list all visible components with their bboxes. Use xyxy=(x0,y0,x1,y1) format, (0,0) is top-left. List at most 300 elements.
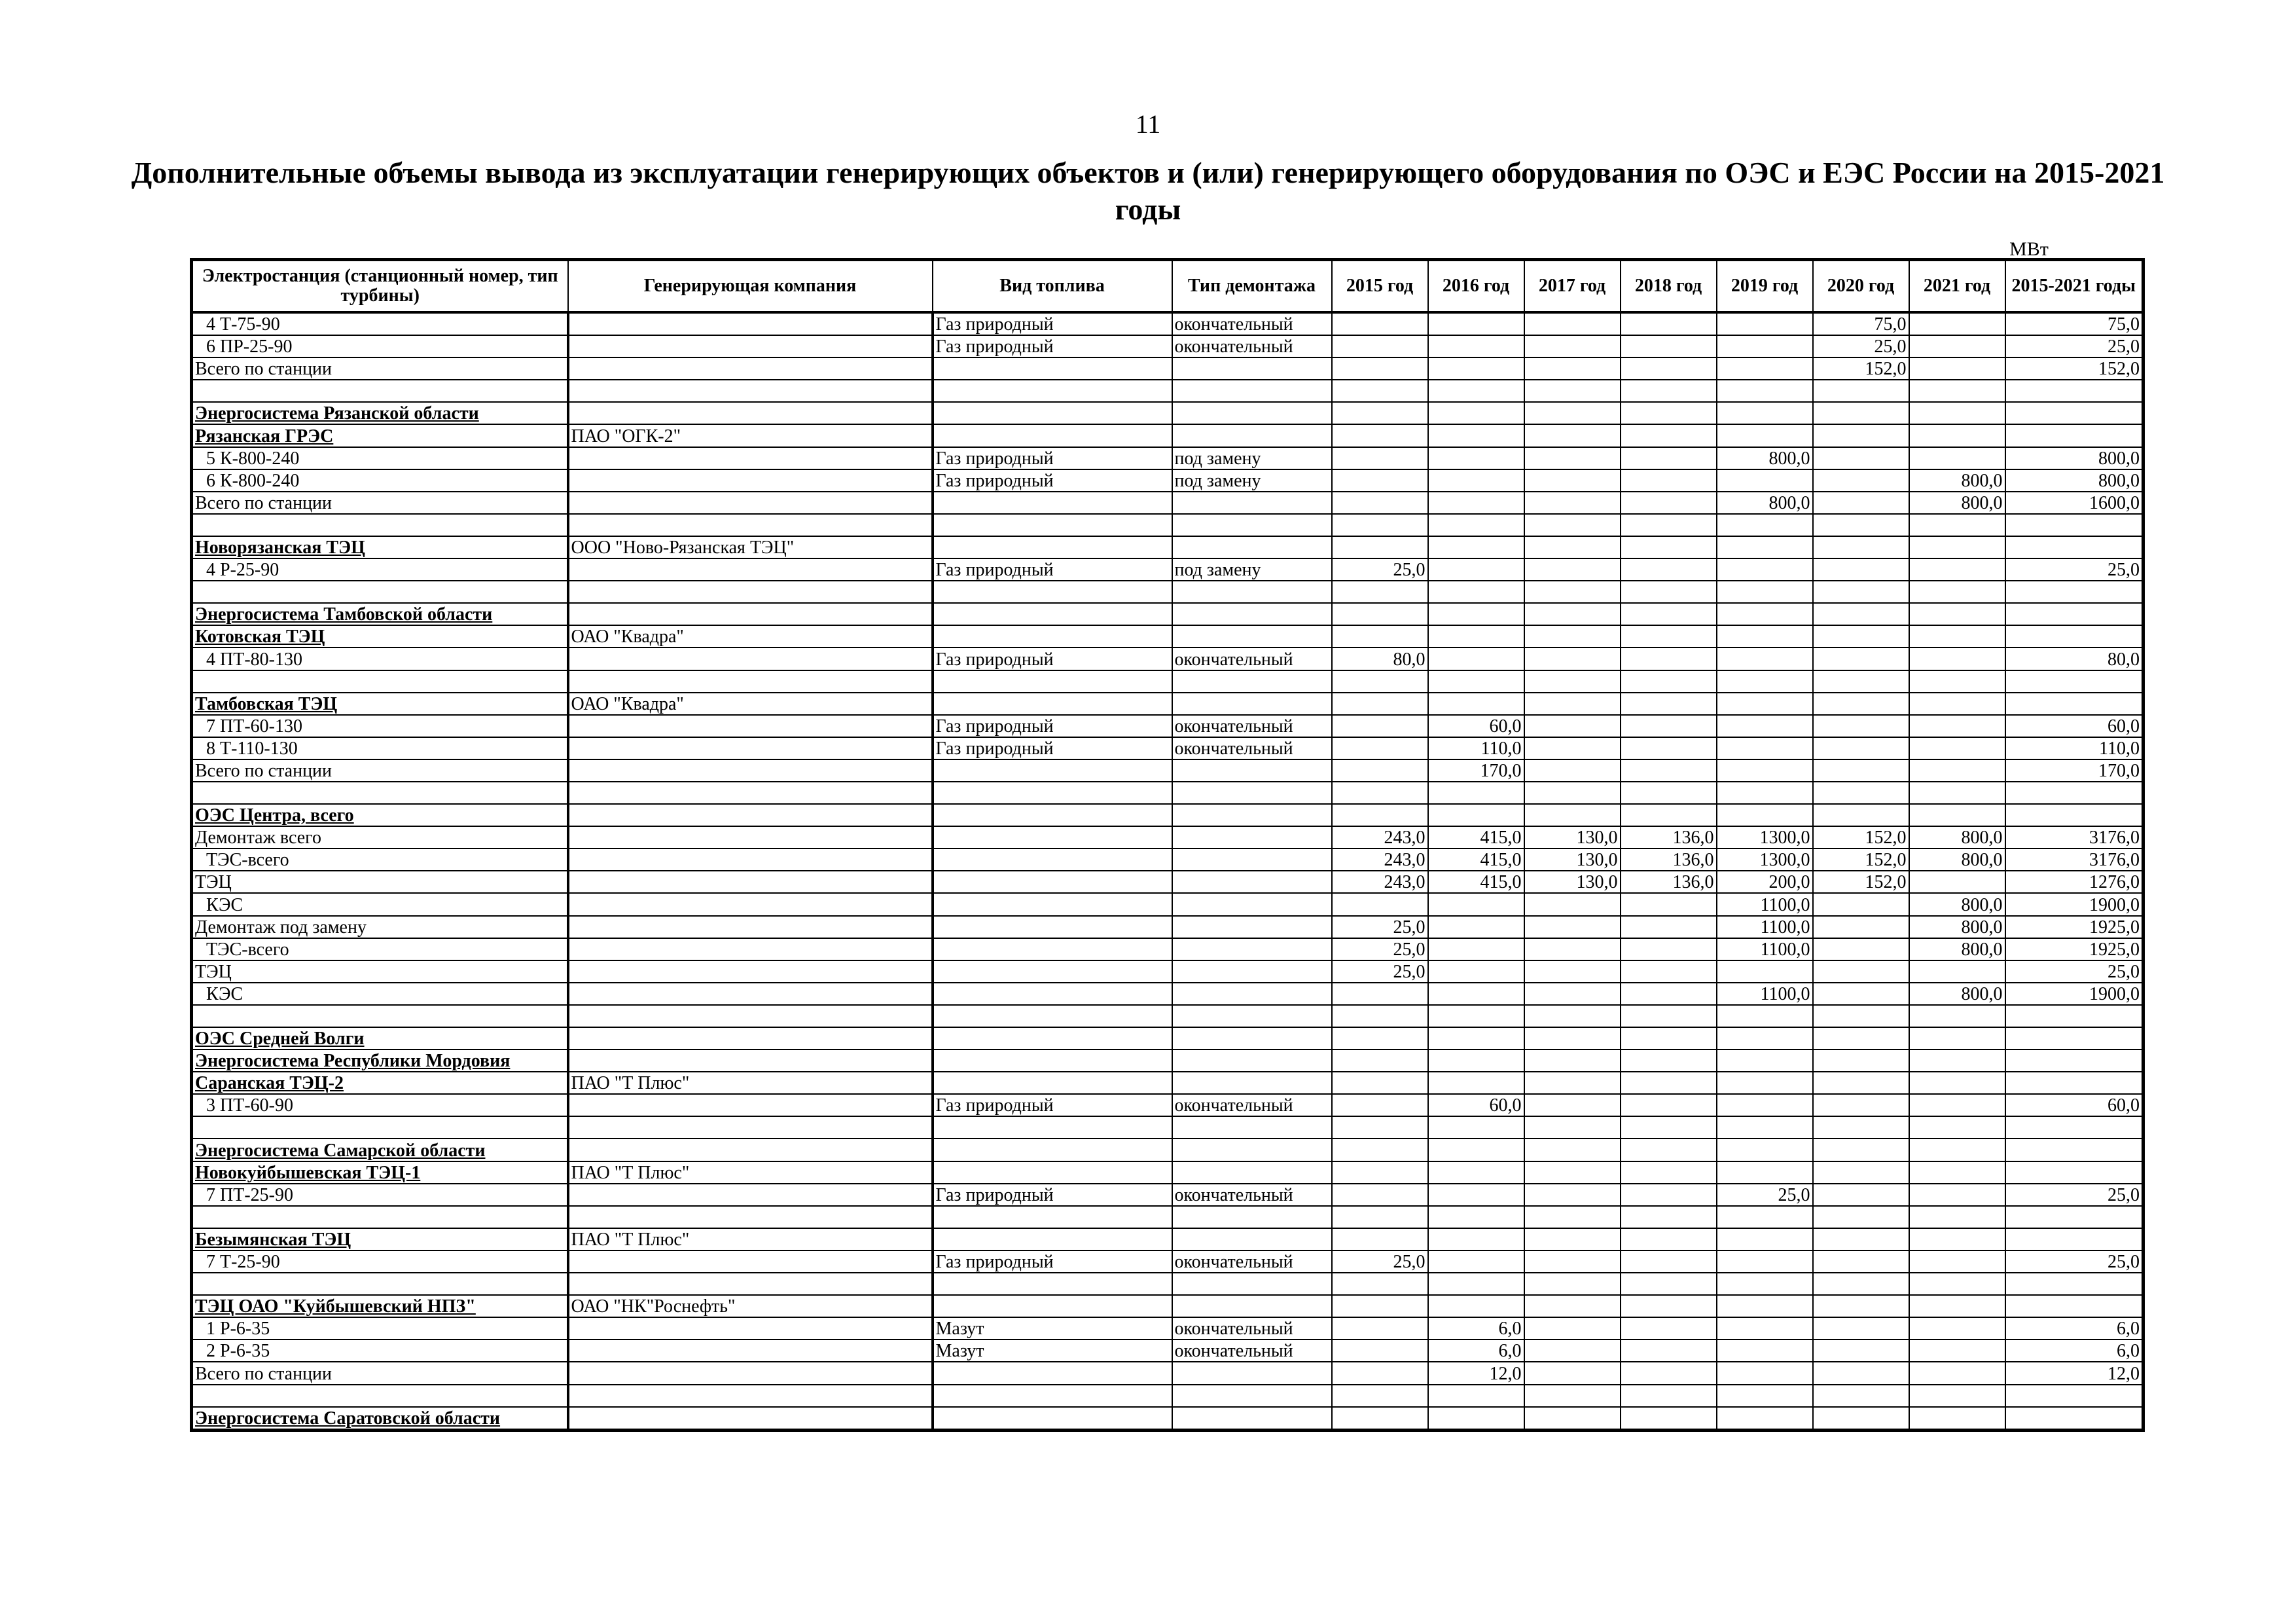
value-cell-2020 xyxy=(1813,983,1909,1005)
value-cell-2017: 130,0 xyxy=(1524,871,1621,893)
fuel-cell xyxy=(933,603,1172,625)
value-cell-2018 xyxy=(1621,1340,1717,1362)
value-cell-2016 xyxy=(1428,1206,1524,1228)
dismantling-type-cell xyxy=(1172,1139,1332,1161)
table-row xyxy=(192,558,2144,581)
fuel-cell xyxy=(933,1072,1172,1094)
fuel-cell xyxy=(933,1206,1172,1228)
table-row xyxy=(192,335,2144,357)
value-cell-2019 xyxy=(1717,647,1813,670)
fuel-cell xyxy=(933,380,1172,402)
fuel-cell xyxy=(933,804,1172,826)
value-cell-total xyxy=(2005,1273,2144,1295)
station-cell: Рязанская ГРЭС xyxy=(192,424,568,447)
value-cell-total: 1600,0 xyxy=(2005,492,2144,514)
value-cell-2017 xyxy=(1524,1206,1621,1228)
station-cell: 6 ПР-25-90 xyxy=(192,335,568,357)
value-cell-total: 1925,0 xyxy=(2005,938,2144,960)
value-cell-2021 xyxy=(1909,670,2005,693)
value-cell-2015 xyxy=(1332,1094,1428,1116)
value-cell-2018 xyxy=(1621,715,1717,737)
fuel-cell xyxy=(933,1139,1172,1161)
value-cell-2017 xyxy=(1524,1161,1621,1184)
value-cell-2018 xyxy=(1621,514,1717,536)
fuel-cell xyxy=(933,759,1172,782)
value-cell-total: 1925,0 xyxy=(2005,916,2144,938)
value-cell-total xyxy=(2005,1027,2144,1049)
station-cell xyxy=(192,1206,568,1228)
table-row xyxy=(192,1340,2144,1362)
value-cell-2016 xyxy=(1428,1250,1524,1273)
value-cell-2020 xyxy=(1813,1407,1909,1431)
dismantling-type-cell xyxy=(1172,1072,1332,1094)
value-cell-2015 xyxy=(1332,1340,1428,1362)
value-cell-total xyxy=(2005,1295,2144,1317)
value-cell-2019 xyxy=(1717,782,1813,804)
value-cell-2020 xyxy=(1813,960,1909,983)
value-cell-2017 xyxy=(1524,1250,1621,1273)
company-cell xyxy=(568,312,933,335)
value-cell-2021: 800,0 xyxy=(1909,492,2005,514)
value-cell-2015 xyxy=(1332,603,1428,625)
dismantling-type-cell: окончательный xyxy=(1172,737,1332,759)
value-cell-total: 800,0 xyxy=(2005,469,2144,492)
station-cell xyxy=(192,1385,568,1407)
value-cell-2016 xyxy=(1428,1139,1524,1161)
value-cell-total xyxy=(2005,380,2144,402)
dismantling-type-cell xyxy=(1172,893,1332,915)
value-cell-2018 xyxy=(1621,1005,1717,1027)
value-cell-2017: 130,0 xyxy=(1524,826,1621,848)
table-row xyxy=(192,670,2144,693)
value-cell-2020 xyxy=(1813,1161,1909,1184)
value-cell-2020 xyxy=(1813,916,1909,938)
fuel-cell xyxy=(933,960,1172,983)
value-cell-2018 xyxy=(1621,1407,1717,1431)
dismantling-type-cell: окончательный xyxy=(1172,312,1332,335)
fuel-cell xyxy=(933,536,1172,558)
table-row xyxy=(192,536,2144,558)
dismantling-type-cell: окончательный xyxy=(1172,1094,1332,1116)
company-cell xyxy=(568,1273,933,1295)
value-cell-2016 xyxy=(1428,1161,1524,1184)
value-cell-2019: 1100,0 xyxy=(1717,893,1813,915)
value-cell-2017 xyxy=(1524,893,1621,915)
fuel-cell xyxy=(933,893,1172,915)
value-cell-total xyxy=(2005,670,2144,693)
value-cell-2016 xyxy=(1428,938,1524,960)
value-cell-2017 xyxy=(1524,469,1621,492)
dismantling-type-cell xyxy=(1172,804,1332,826)
col-header-2017: 2017 год xyxy=(1524,260,1621,313)
dismantling-type-cell xyxy=(1172,1005,1332,1027)
company-cell xyxy=(568,1116,933,1139)
value-cell-2019 xyxy=(1717,312,1813,335)
value-cell-2018 xyxy=(1621,1094,1717,1116)
station-cell xyxy=(192,670,568,693)
station-cell: 4 Р-25-90 xyxy=(192,558,568,581)
table-row xyxy=(192,693,2144,715)
value-cell-2019 xyxy=(1717,1340,1813,1362)
value-cell-total xyxy=(2005,1206,2144,1228)
value-cell-2018 xyxy=(1621,1317,1717,1340)
value-cell-2015 xyxy=(1332,782,1428,804)
value-cell-2019 xyxy=(1717,1116,1813,1139)
table-row xyxy=(192,1116,2144,1139)
value-cell-2021 xyxy=(1909,1005,2005,1027)
value-cell-2019 xyxy=(1717,335,1813,357)
value-cell-total: 25,0 xyxy=(2005,558,2144,581)
company-cell xyxy=(568,759,933,782)
value-cell-2020 xyxy=(1813,1362,1909,1384)
value-cell-2019 xyxy=(1717,469,1813,492)
value-cell-2018 xyxy=(1621,1362,1717,1384)
fuel-cell: Мазут xyxy=(933,1340,1172,1362)
value-cell-total: 152,0 xyxy=(2005,357,2144,380)
value-cell-2015: 25,0 xyxy=(1332,960,1428,983)
value-cell-2015 xyxy=(1332,1072,1428,1094)
value-cell-2015 xyxy=(1332,1362,1428,1384)
value-cell-2016: 110,0 xyxy=(1428,737,1524,759)
value-cell-2015: 243,0 xyxy=(1332,871,1428,893)
value-cell-2017 xyxy=(1524,424,1621,447)
company-cell xyxy=(568,1362,933,1384)
table-row xyxy=(192,647,2144,670)
fuel-cell xyxy=(933,1161,1172,1184)
dismantling-type-cell xyxy=(1172,1027,1332,1049)
table-row xyxy=(192,1228,2144,1250)
value-cell-2020 xyxy=(1813,1049,1909,1072)
value-cell-total: 80,0 xyxy=(2005,647,2144,670)
table-row xyxy=(192,983,2144,1005)
value-cell-2021: 800,0 xyxy=(1909,983,2005,1005)
value-cell-2015 xyxy=(1332,670,1428,693)
company-cell xyxy=(568,826,933,848)
value-cell-2021 xyxy=(1909,514,2005,536)
station-cell: Демонтаж всего xyxy=(192,826,568,848)
value-cell-2016 xyxy=(1428,335,1524,357)
value-cell-2020 xyxy=(1813,581,1909,603)
value-cell-2020 xyxy=(1813,804,1909,826)
dismantling-type-cell xyxy=(1172,1116,1332,1139)
value-cell-2019 xyxy=(1717,1385,1813,1407)
table-row xyxy=(192,782,2144,804)
col-header-total: 2015-2021 годы xyxy=(2005,260,2144,313)
station-cell: Энергосистема Рязанской области xyxy=(192,402,568,424)
value-cell-2019: 25,0 xyxy=(1717,1184,1813,1206)
value-cell-2017 xyxy=(1524,1362,1621,1384)
fuel-cell: Газ природный xyxy=(933,1184,1172,1206)
value-cell-total: 25,0 xyxy=(2005,1184,2144,1206)
value-cell-2021 xyxy=(1909,1161,2005,1184)
value-cell-2019 xyxy=(1717,1161,1813,1184)
fuel-cell xyxy=(933,1407,1172,1431)
dismantling-type-cell xyxy=(1172,625,1332,647)
value-cell-2017 xyxy=(1524,335,1621,357)
value-cell-2017 xyxy=(1524,759,1621,782)
value-cell-2016 xyxy=(1428,960,1524,983)
station-cell: КЭС xyxy=(192,983,568,1005)
station-cell: 8 Т-110-130 xyxy=(192,737,568,759)
fuel-cell: Газ природный xyxy=(933,469,1172,492)
dismantling-type-cell xyxy=(1172,380,1332,402)
value-cell-2018 xyxy=(1621,693,1717,715)
value-cell-2021 xyxy=(1909,715,2005,737)
value-cell-2016 xyxy=(1428,1273,1524,1295)
value-cell-2018 xyxy=(1621,1072,1717,1094)
value-cell-2021 xyxy=(1909,871,2005,893)
value-cell-2015 xyxy=(1332,693,1428,715)
value-cell-2020 xyxy=(1813,1027,1909,1049)
value-cell-2015 xyxy=(1332,536,1428,558)
value-cell-2018 xyxy=(1621,402,1717,424)
value-cell-2015 xyxy=(1332,1139,1428,1161)
value-cell-2020 xyxy=(1813,670,1909,693)
fuel-cell: Газ природный xyxy=(933,447,1172,469)
value-cell-total xyxy=(2005,536,2144,558)
company-cell xyxy=(568,335,933,357)
table-row xyxy=(192,1049,2144,1072)
company-cell xyxy=(568,447,933,469)
station-cell: Всего по станции xyxy=(192,1362,568,1384)
value-cell-2016: 415,0 xyxy=(1428,848,1524,871)
value-cell-total xyxy=(2005,625,2144,647)
station-cell: 6 К-800-240 xyxy=(192,469,568,492)
value-cell-2016 xyxy=(1428,603,1524,625)
value-cell-2020 xyxy=(1813,1340,1909,1362)
value-cell-total: 60,0 xyxy=(2005,715,2144,737)
value-cell-2018 xyxy=(1621,960,1717,983)
station-cell: Саранская ТЭЦ-2 xyxy=(192,1072,568,1094)
value-cell-total xyxy=(2005,1005,2144,1027)
station-cell: ТЭЦ xyxy=(192,871,568,893)
dismantling-type-cell xyxy=(1172,759,1332,782)
value-cell-2021: 800,0 xyxy=(1909,938,2005,960)
value-cell-2016 xyxy=(1428,581,1524,603)
table-row xyxy=(192,402,2144,424)
company-cell: ПАО "Т Плюс" xyxy=(568,1072,933,1094)
station-cell: 4 Т-75-90 xyxy=(192,312,568,335)
value-cell-2018 xyxy=(1621,916,1717,938)
value-cell-2017 xyxy=(1524,647,1621,670)
station-cell: Энергосистема Республики Мордовия xyxy=(192,1049,568,1072)
dismantling-type-cell xyxy=(1172,1385,1332,1407)
value-cell-2016 xyxy=(1428,1385,1524,1407)
col-header-2019: 2019 год xyxy=(1717,260,1813,313)
value-cell-2019 xyxy=(1717,960,1813,983)
dismantling-type-cell: окончательный xyxy=(1172,715,1332,737)
value-cell-2020 xyxy=(1813,759,1909,782)
value-cell-2019 xyxy=(1717,804,1813,826)
station-cell: Тамбовская ТЭЦ xyxy=(192,693,568,715)
dismantling-type-cell xyxy=(1172,492,1332,514)
value-cell-2020 xyxy=(1813,1094,1909,1116)
value-cell-2015 xyxy=(1332,1049,1428,1072)
table-row xyxy=(192,826,2144,848)
value-cell-2021: 800,0 xyxy=(1909,893,2005,915)
station-cell: Безымянская ТЭЦ xyxy=(192,1228,568,1250)
value-cell-2016 xyxy=(1428,1116,1524,1139)
value-cell-2021 xyxy=(1909,1206,2005,1228)
col-header-2018: 2018 год xyxy=(1621,260,1717,313)
value-cell-2017 xyxy=(1524,804,1621,826)
value-cell-2018 xyxy=(1621,893,1717,915)
dismantling-type-cell xyxy=(1172,871,1332,893)
company-cell xyxy=(568,558,933,581)
company-cell xyxy=(568,1385,933,1407)
value-cell-2020 xyxy=(1813,1116,1909,1139)
col-header-2016: 2016 год xyxy=(1428,260,1524,313)
table-row xyxy=(192,960,2144,983)
dismantling-type-cell xyxy=(1172,1295,1332,1317)
value-cell-2015: 25,0 xyxy=(1332,1250,1428,1273)
station-cell: Энергосистема Тамбовской области xyxy=(192,603,568,625)
dismantling-type-cell: окончательный xyxy=(1172,335,1332,357)
value-cell-2021: 800,0 xyxy=(1909,916,2005,938)
value-cell-2018 xyxy=(1621,1139,1717,1161)
dismantling-type-cell xyxy=(1172,848,1332,871)
company-cell xyxy=(568,804,933,826)
value-cell-2016: 415,0 xyxy=(1428,871,1524,893)
company-cell xyxy=(568,1250,933,1273)
value-cell-2021 xyxy=(1909,782,2005,804)
company-cell: ООО "Ново-Рязанская ТЭЦ" xyxy=(568,536,933,558)
company-cell xyxy=(568,983,933,1005)
dismantling-type-cell xyxy=(1172,1228,1332,1250)
value-cell-total: 25,0 xyxy=(2005,1250,2144,1273)
value-cell-2021 xyxy=(1909,1049,2005,1072)
value-cell-total: 110,0 xyxy=(2005,737,2144,759)
company-cell xyxy=(568,1027,933,1049)
company-cell xyxy=(568,1340,933,1362)
dismantling-type-cell: окончательный xyxy=(1172,647,1332,670)
company-cell xyxy=(568,581,933,603)
table-row xyxy=(192,804,2144,826)
value-cell-2019 xyxy=(1717,558,1813,581)
value-cell-2019 xyxy=(1717,1027,1813,1049)
value-cell-2020 xyxy=(1813,469,1909,492)
value-cell-2020 xyxy=(1813,938,1909,960)
fuel-cell: Газ природный xyxy=(933,715,1172,737)
value-cell-2020 xyxy=(1813,1385,1909,1407)
value-cell-2015 xyxy=(1332,804,1428,826)
table-row xyxy=(192,1027,2144,1049)
value-cell-2017 xyxy=(1524,1340,1621,1362)
value-cell-2021 xyxy=(1909,1116,2005,1139)
value-cell-2016 xyxy=(1428,380,1524,402)
value-cell-2020 xyxy=(1813,625,1909,647)
dismantling-type-cell xyxy=(1172,402,1332,424)
company-cell: ОАО "Квадра" xyxy=(568,625,933,647)
value-cell-2021 xyxy=(1909,1317,2005,1340)
page-number: 11 xyxy=(1135,109,1161,139)
company-cell xyxy=(568,1139,933,1161)
value-cell-2018 xyxy=(1621,603,1717,625)
value-cell-total: 800,0 xyxy=(2005,447,2144,469)
value-cell-2016: 60,0 xyxy=(1428,1094,1524,1116)
value-cell-2017 xyxy=(1524,715,1621,737)
dismantling-type-cell xyxy=(1172,514,1332,536)
value-cell-2015 xyxy=(1332,715,1428,737)
value-cell-2019 xyxy=(1717,357,1813,380)
value-cell-2020 xyxy=(1813,1005,1909,1027)
value-cell-2021 xyxy=(1909,1362,2005,1384)
dismantling-type-cell xyxy=(1172,1206,1332,1228)
value-cell-2015 xyxy=(1332,1407,1428,1431)
value-cell-2017 xyxy=(1524,1094,1621,1116)
dismantling-type-cell xyxy=(1172,826,1332,848)
value-cell-2019 xyxy=(1717,603,1813,625)
value-cell-2020 xyxy=(1813,424,1909,447)
value-cell-2018 xyxy=(1621,938,1717,960)
value-cell-2020 xyxy=(1813,737,1909,759)
station-cell: 1 Р-6-35 xyxy=(192,1317,568,1340)
station-cell: Энергосистема Саратовской области xyxy=(192,1407,568,1431)
value-cell-2016 xyxy=(1428,492,1524,514)
value-cell-total xyxy=(2005,1161,2144,1184)
value-cell-2019 xyxy=(1717,625,1813,647)
value-cell-2021 xyxy=(1909,380,2005,402)
value-cell-2021 xyxy=(1909,804,2005,826)
table-row xyxy=(192,625,2144,647)
value-cell-2017 xyxy=(1524,1005,1621,1027)
value-cell-2017 xyxy=(1524,1317,1621,1340)
dismantling-type-cell: под замену xyxy=(1172,447,1332,469)
station-cell: 2 Р-6-35 xyxy=(192,1340,568,1362)
value-cell-2017 xyxy=(1524,558,1621,581)
value-cell-2018 xyxy=(1621,670,1717,693)
fuel-cell xyxy=(933,1385,1172,1407)
value-cell-total xyxy=(2005,1407,2144,1431)
table-row xyxy=(192,1072,2144,1094)
value-cell-2017 xyxy=(1524,492,1621,514)
fuel-cell xyxy=(933,402,1172,424)
value-cell-2021 xyxy=(1909,625,2005,647)
company-cell xyxy=(568,1005,933,1027)
table-row xyxy=(192,514,2144,536)
fuel-cell xyxy=(933,1005,1172,1027)
value-cell-2019 xyxy=(1717,1049,1813,1072)
value-cell-total xyxy=(2005,1139,2144,1161)
value-cell-2019 xyxy=(1717,1250,1813,1273)
value-cell-2016 xyxy=(1428,312,1524,335)
fuel-cell: Газ природный xyxy=(933,1250,1172,1273)
company-cell xyxy=(568,469,933,492)
company-cell xyxy=(568,1317,933,1340)
value-cell-total xyxy=(2005,1228,2144,1250)
company-cell: ПАО "Т Плюс" xyxy=(568,1228,933,1250)
value-cell-2021 xyxy=(1909,1027,2005,1049)
value-cell-2016 xyxy=(1428,1027,1524,1049)
value-cell-2018 xyxy=(1621,1273,1717,1295)
value-cell-2019 xyxy=(1717,693,1813,715)
value-cell-total xyxy=(2005,424,2144,447)
value-cell-total xyxy=(2005,782,2144,804)
value-cell-2019 xyxy=(1717,1317,1813,1340)
table-row xyxy=(192,380,2144,402)
value-cell-2018 xyxy=(1621,782,1717,804)
value-cell-2021: 800,0 xyxy=(1909,848,2005,871)
table-row xyxy=(192,357,2144,380)
value-cell-2015 xyxy=(1332,625,1428,647)
dismantling-type-cell xyxy=(1172,603,1332,625)
company-cell xyxy=(568,871,933,893)
value-cell-2016 xyxy=(1428,357,1524,380)
fuel-cell xyxy=(933,983,1172,1005)
value-cell-2016 xyxy=(1428,447,1524,469)
value-cell-2017 xyxy=(1524,938,1621,960)
company-cell xyxy=(568,1184,933,1206)
